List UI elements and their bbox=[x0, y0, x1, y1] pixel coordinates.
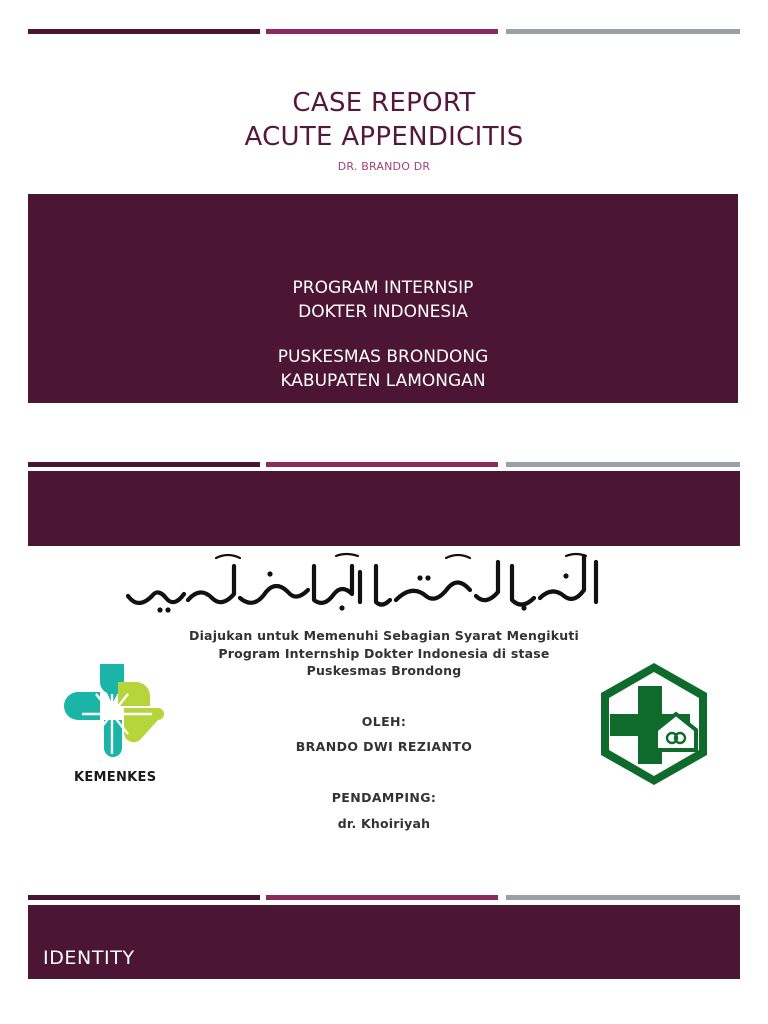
slide1-author: DR. BRANDO DR bbox=[337, 160, 431, 173]
pendamping-label: PENDAMPING: bbox=[331, 790, 437, 805]
slide2-header-bar bbox=[28, 471, 740, 546]
rule-dark bbox=[28, 29, 260, 34]
supervisor-name: dr. Khoiriyah bbox=[337, 816, 431, 831]
rule-dark bbox=[28, 895, 260, 900]
rule-gray bbox=[506, 462, 740, 467]
kemenkes-logo-text: KEMENKES bbox=[74, 770, 157, 785]
rule-dark bbox=[28, 462, 260, 467]
slide3-header-bar bbox=[28, 905, 740, 979]
program-line1: PROGRAM INTERNSIP bbox=[292, 278, 474, 298]
slide3-top-rules bbox=[28, 895, 740, 900]
slide1-program-box bbox=[28, 194, 738, 403]
slide1-top-rules bbox=[28, 29, 740, 34]
puskesmas-logo-icon bbox=[598, 660, 710, 788]
identity-title: IDENTITY bbox=[43, 947, 135, 969]
place-line2: KABUPATEN LAMONGAN bbox=[280, 370, 486, 391]
slide1-title-line2: ACUTE APPENDICITIS bbox=[244, 122, 524, 152]
presenter-name: BRANDO DWI REZIANTO bbox=[295, 739, 473, 754]
rule-gray bbox=[506, 895, 740, 900]
rule-magenta bbox=[266, 29, 498, 34]
submission-text: Diajukan untuk Memenuhi Sebagian Syarat Mengikuti Program Internship Dokter Indonesia di stase Puskesmas Brondong bbox=[189, 628, 579, 678]
slide1-title-block bbox=[0, 86, 768, 173]
spacer bbox=[28, 324, 738, 346]
place-line1: PUSKESMAS BRONDONG bbox=[277, 347, 489, 367]
rule-magenta bbox=[266, 895, 498, 900]
slide1-title-line1: CASE REPORT bbox=[292, 88, 476, 118]
program-text bbox=[28, 277, 738, 393]
slide2-top-rules bbox=[28, 462, 740, 467]
arabic-calligraphy bbox=[120, 548, 610, 618]
oleh-label: OLEH: bbox=[361, 714, 407, 729]
kemenkes-logo-icon bbox=[62, 664, 164, 764]
rule-magenta bbox=[266, 462, 498, 467]
rule-gray bbox=[506, 29, 740, 34]
program-line2: DOKTER INDONESIA bbox=[298, 301, 468, 322]
